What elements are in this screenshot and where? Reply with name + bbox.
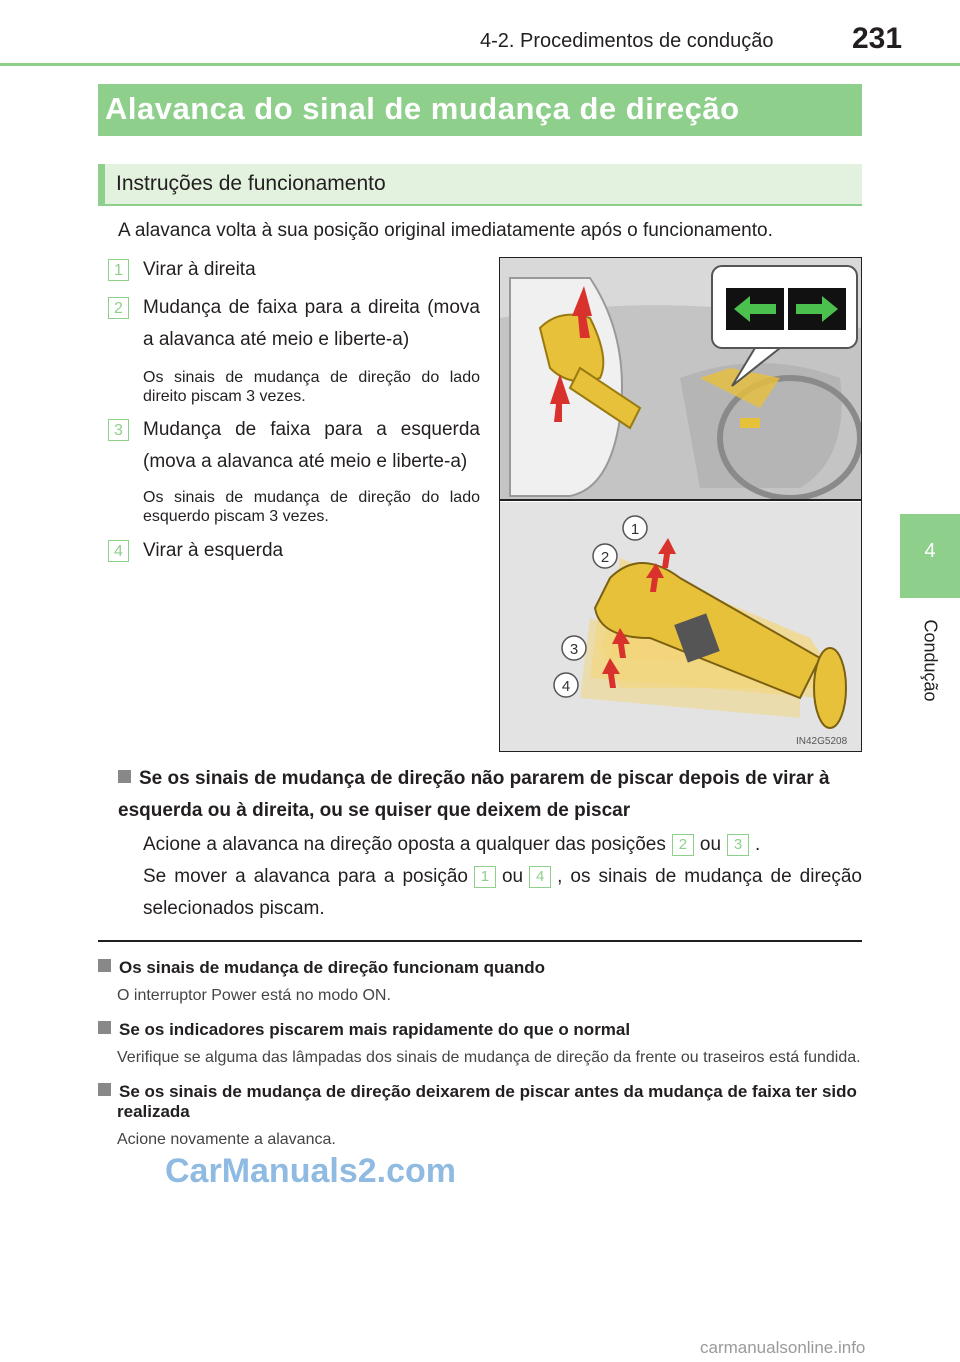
note-body: O interruptor Power está no modo ON.: [117, 987, 391, 1004]
notes-block: [98, 958, 862, 1150]
intro-text: A alavanca volta à sua posição original imediatamente após o funcionamento.: [118, 220, 773, 241]
lever-illustration: [499, 257, 862, 752]
bullet-square-icon: [118, 770, 131, 783]
bullet-square-icon: [98, 1021, 111, 1034]
position-number: 3: [727, 834, 749, 856]
section2-line1-text: Acione a alavanca na direção oposta a qualquer das posições: [143, 834, 666, 855]
subtitle: Instruções de funcionamento: [116, 172, 386, 195]
item-number: 1: [108, 259, 129, 281]
section2-line1-or: ou: [699, 834, 722, 855]
note-body: Verifique se alguma das lâmpadas dos sinais de mudança de direção da frente ou traseiros está fundida.: [117, 1049, 861, 1066]
section2-heading-text: Se os sinais de mudança de direção não pararem de piscar depois de virar à esquerda ou à direita, ou se quiser que deixem de piscar: [118, 768, 830, 821]
page-number: 231: [852, 22, 903, 55]
lever-illustration-svg: [500, 258, 861, 751]
page-title: Alavanca do sinal de mudança de direção: [105, 91, 740, 126]
running-header-section: 4-2. Procedimentos de condução: [480, 30, 774, 52]
item-number: 3: [108, 419, 129, 441]
note-heading: Os sinais de mudança de direção funcionam quando: [98, 958, 862, 978]
section2-line2-or: ou: [501, 866, 524, 887]
callout-label: 1: [630, 521, 640, 538]
note-heading: Se os indicadores piscarem mais rapidamente do que o normal: [98, 1020, 862, 1040]
item-text: Virar à esquerda: [143, 540, 284, 561]
bullet-square-icon: [98, 959, 111, 972]
position-number: 1: [474, 866, 496, 888]
note-body: Acione novamente a alavanca.: [117, 1131, 336, 1148]
lever-cap: [814, 648, 846, 728]
callout-label: 3: [569, 641, 579, 658]
subtitle-stripe: [98, 164, 105, 206]
section2-line2-text: Se mover a alavanca para a posição: [143, 866, 468, 887]
position-number: 4: [529, 866, 551, 888]
section2-line2: [143, 861, 862, 925]
bullet-square-icon: [98, 1083, 111, 1096]
item-text: Mudança de faixa para a esquerda (mova a alavanca até meio e liberte-a): [143, 419, 480, 472]
item-text: Mudança de faixa para a direita (mova a alavanca até meio e liberte-a): [143, 297, 480, 350]
callout-label: 2: [600, 549, 610, 566]
item-number: 4: [108, 540, 129, 562]
illustration-code: IN42G5208: [796, 736, 848, 747]
section2-line1: [143, 829, 862, 861]
item-note: Os sinais de mudança de direção do lado direito piscam 3 vezes.: [143, 369, 480, 405]
section2-line1-end: .: [755, 834, 761, 855]
item-number: 2: [108, 297, 129, 319]
chapter-tab-label: Condução: [920, 619, 941, 702]
watermark-carmanuals: CarManuals2.com: [165, 1152, 456, 1190]
note-heading: Se os sinais de mudança de direção deixarem de piscar antes da mudança de faixa ter sido realizada: [98, 1082, 862, 1122]
item-note: Os sinais de mudança de direção do lado esquerdo piscam 3 vezes.: [143, 489, 480, 525]
callout-label: 4: [561, 678, 571, 695]
section2-line2-text-end: , os sinais de mudança de direção selecionados piscam.: [143, 866, 862, 919]
position-number: 2: [672, 834, 694, 856]
notes-divider: [98, 940, 862, 942]
header-rule: [0, 63, 960, 66]
item-text: Virar à direita: [143, 259, 256, 280]
watermark-carmanualsonline: carmanualsonline.info: [700, 1338, 866, 1357]
section2-heading: [118, 763, 862, 827]
chapter-tab-number: 4: [924, 540, 936, 562]
